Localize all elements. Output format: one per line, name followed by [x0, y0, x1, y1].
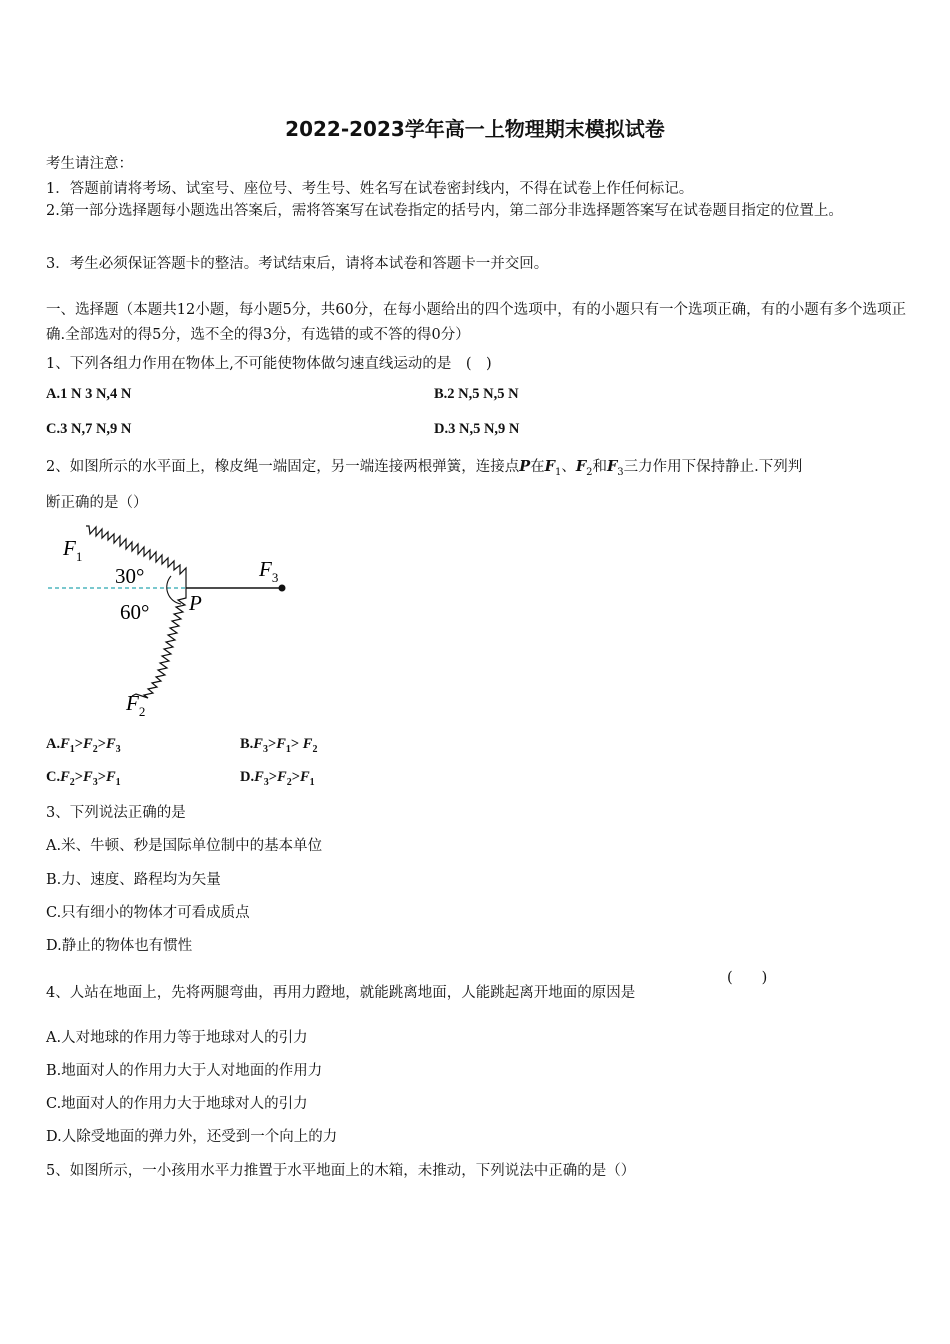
q1-option-d: D.3 N,5 N,9 N	[434, 421, 520, 437]
label-angle-30: 30°	[115, 564, 145, 588]
q1-stem: 1、下列各组力作用在物体上,不可能使物体做匀速直线运动的是 ( )	[46, 356, 492, 372]
q2-stem: 2、如图所示的水平面上，橡皮绳一端固定，另一端连接两根弹簧，连接点P在$F_1$、$F_2$和$F_3$三力作用下保持静止.下列判	[46, 458, 803, 478]
notice-item-3: 3．考生必须保证答题卡的整洁。考试结束后，请将本试卷和答题卡一并交回。	[46, 256, 549, 272]
q1-option-b: B.2 N,5 N,5 N	[434, 386, 519, 402]
q4-option-d: D.人除受地面的弹力外，还受到一个向上的力	[46, 1129, 338, 1145]
q2-stem-continued: 断正确的是（）	[46, 495, 148, 511]
q2-option-b: $B.F_3>F_1> F_2$	[240, 736, 318, 755]
q4-option-a: A.人对地球的作用力等于地球对人的引力	[46, 1030, 308, 1046]
page-title: 2022-2023学年高一上物理期末模拟试卷	[285, 117, 665, 141]
notice-item-1: 1．答题前请将考场、试室号、座位号、考生号、姓名写在试卷密封线内，不得在试卷上作任何标记。	[46, 181, 694, 197]
label-f3: $F_3$	[259, 557, 279, 585]
point-p-symbol: P	[519, 458, 531, 475]
f3-end-dot	[279, 585, 286, 592]
q2-option-c: $C.F_2>F_3>F_1$	[46, 769, 121, 788]
q1-option-a: A.1 N 3 N,4 N	[46, 386, 132, 402]
q4-stem: 4、人站在地面上，先将两腿弯曲，再用力蹬地，就能跳离地面，人能跳起离开地面的原因是	[46, 985, 636, 1001]
q4-option-c: C.地面对人的作用力大于地球对人的引力	[46, 1096, 308, 1112]
q3-option-a: A.米、牛顿、秒是国际单位制中的基本单位	[46, 838, 323, 854]
q3-option-b: B.力、速度、路程均为矢量	[46, 872, 221, 888]
q4-answer-paren: ( )	[727, 970, 768, 986]
label-angle-60: 60°	[120, 600, 150, 624]
label-f2: $F_2$	[126, 691, 146, 719]
section-heading: 一、选择题（本题共12小题，每小题5分，共60分，在每小题给出的四个选项中，有的小题只有一个选项正确，有的小题有多个选项正确.全部选对的得5分，选不全的得3分，有选错的或不答的得0分）	[46, 302, 906, 343]
q2-force-diagram	[40, 518, 310, 723]
q4-option-b: B.地面对人的作用力大于人对地面的作用力	[46, 1063, 323, 1079]
label-point-p: P	[189, 591, 202, 615]
label-f1: $F_1$	[63, 536, 83, 564]
q2-option-d: $D.F_3>F_2>F_1$	[240, 769, 315, 788]
notice-item-2: 2.第一部分选择题每小题选出答案后，需将答案写在试卷指定的括号内，第二部分非选择题答案写在试卷题目指定的位置上。	[46, 203, 843, 219]
notice-heading: 考生请注意：	[46, 156, 133, 172]
q1-option-c: C.3 N,7 N,9 N	[46, 421, 132, 437]
q3-option-d: D.静止的物体也有惯性	[46, 938, 193, 954]
q3-option-c: C.只有细小的物体才可看成质点	[46, 905, 250, 921]
q5-stem: 5、如图所示，一小孩用水平力推置于水平地面上的木箱，未推动，下列说法中正确的是（）	[46, 1163, 636, 1179]
q3-stem: 3、下列说法正确的是	[46, 805, 186, 821]
q2-option-a: $A.F_1>F_2>F_3$	[46, 736, 121, 755]
